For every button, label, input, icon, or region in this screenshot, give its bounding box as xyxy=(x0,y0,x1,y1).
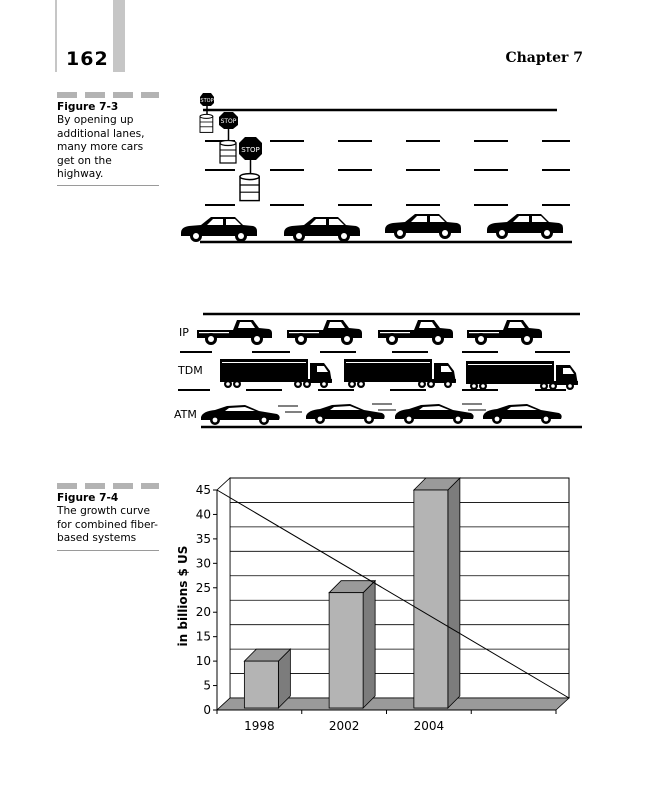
x-tick-label: 1998 xyxy=(244,719,275,733)
x-tick-label: 2004 xyxy=(413,719,445,733)
lane-label-tdm: TDM xyxy=(178,364,203,377)
stop-sign-text-3: STOP xyxy=(241,146,260,154)
y-tick-label: 15 xyxy=(195,629,211,644)
bar xyxy=(414,490,448,708)
caption-text-7-4: The growth curve for combined fiber-based systems xyxy=(57,505,158,545)
figure-label-7-4: Figure 7-4 xyxy=(57,492,119,504)
figure-label-7-3: Figure 7-3 xyxy=(57,101,119,113)
y-tick-label: 40 xyxy=(195,507,211,522)
stop-sign-text-2: STOP xyxy=(220,118,237,125)
bar-side xyxy=(448,478,460,708)
y-tick-label: 0 xyxy=(203,703,211,717)
y-tick-label: 45 xyxy=(195,483,211,497)
lane-label-atm: ATM xyxy=(174,408,197,421)
plot-side-wall xyxy=(217,478,230,710)
chapter-title: Chapter 7 xyxy=(505,50,583,66)
lane-label-ip: IP xyxy=(179,326,189,339)
bar-side xyxy=(363,581,375,708)
stop-sign-text-1: STOP xyxy=(200,98,214,104)
y-tick-label: 5 xyxy=(203,678,211,693)
y-tick-label: 25 xyxy=(195,580,211,595)
bar xyxy=(329,593,363,708)
y-tick-label: 35 xyxy=(195,531,211,546)
y-tick-label: 30 xyxy=(195,556,211,571)
y-axis-label: in billions $ US xyxy=(176,545,190,647)
x-tick-label: 2002 xyxy=(328,719,360,733)
bar xyxy=(244,661,278,708)
page-number: 162 xyxy=(66,48,109,70)
y-tick-label: 10 xyxy=(195,654,211,669)
caption-text-7-3: By opening up additional lanes, many more cars get on the highway. xyxy=(57,114,145,181)
y-tick-label: 20 xyxy=(195,605,211,620)
